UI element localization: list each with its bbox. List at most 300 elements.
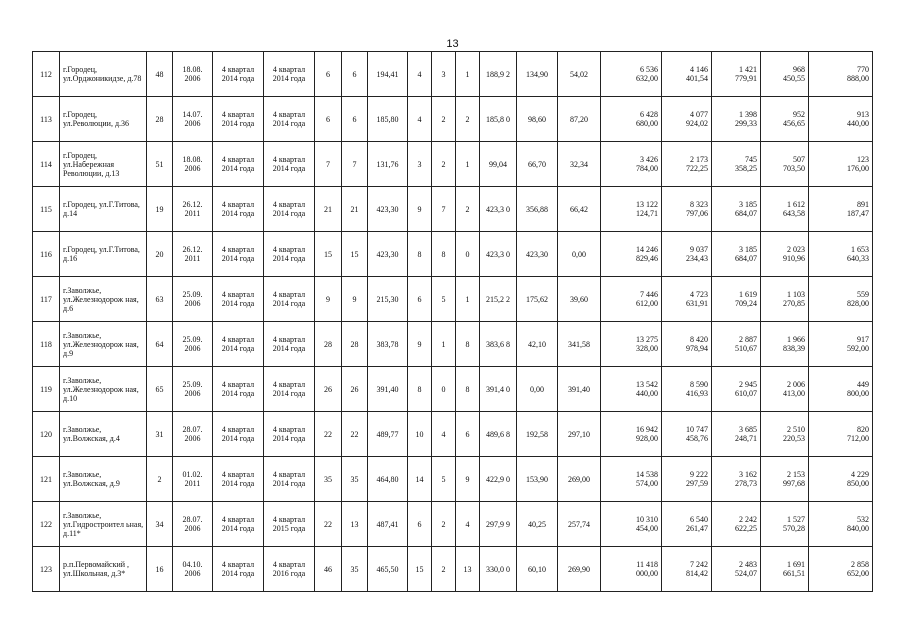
end-quarter-cell: 4 квартал 2014 года <box>264 97 315 142</box>
count-cell: 7 <box>342 142 368 187</box>
count-cell: 22 <box>315 412 342 457</box>
cost-value-part: 652,00 <box>847 569 869 578</box>
row-number-cell: 122 <box>33 502 60 547</box>
cost-cell <box>662 457 712 502</box>
count-cell: 35 <box>315 457 342 502</box>
cost-value-part: 9 222 <box>690 470 708 479</box>
address-cell: г.Заволжье, ул.Железнодорож ная, д.9 <box>60 322 147 367</box>
count-cell: 10 <box>408 412 432 457</box>
cost-value-part: 1 527 <box>787 515 805 524</box>
cost-value-part: 220,53 <box>783 434 805 443</box>
cost-value-part: 510,67 <box>735 344 757 353</box>
cost-value-part: 800,00 <box>847 389 869 398</box>
area-cell: 54,02 <box>558 52 601 97</box>
count-cell: 14 <box>408 457 432 502</box>
cost-value-part: 7 446 <box>640 290 658 299</box>
count-cell: 9 <box>408 322 432 367</box>
count-cell: 1 <box>456 277 480 322</box>
end-quarter-cell: 4 квартал 2014 года <box>264 142 315 187</box>
count-cell: 13 <box>342 502 368 547</box>
address-cell: г.Заволжье, ул.Железнодорож ная, д.6 <box>60 277 147 322</box>
count-cell: 5 <box>432 277 456 322</box>
address-cell: р.п.Первомайский , ул.Школьная, д.3* <box>60 547 147 592</box>
cost-value-part: 2 006 <box>787 380 805 389</box>
count-cell: 6 <box>315 97 342 142</box>
start-quarter-cell: 4 квартал 2014 года <box>213 547 264 592</box>
cost-value-part: 1 421 <box>739 65 757 74</box>
cost-value-part: 2 483 <box>739 560 757 569</box>
cost-value-part: 1 619 <box>739 290 757 299</box>
cost-value-part: 829,46 <box>636 254 658 263</box>
cost-cell <box>809 142 873 187</box>
date-cell: 18.08. 2006 <box>173 142 213 187</box>
count-cell: 28 <box>315 322 342 367</box>
cost-cell <box>601 412 662 457</box>
area-cell: 489,6 8 <box>480 412 517 457</box>
cost-cell <box>761 232 809 277</box>
cost-value-part: 820 <box>857 425 869 434</box>
cost-cell <box>662 502 712 547</box>
cost-value-part: 328,00 <box>636 344 658 353</box>
start-quarter-cell: 4 квартал 2014 года <box>213 277 264 322</box>
count-cell: 1 <box>456 52 480 97</box>
address-cell: г.Городец, ул.Набережная Революции, д.13 <box>60 142 147 187</box>
cost-cell <box>662 322 712 367</box>
cost-value-part: 2 510 <box>787 425 805 434</box>
cost-value-part: 248,71 <box>735 434 757 443</box>
cost-value-part: 640,33 <box>847 254 869 263</box>
cost-value-part: 622,25 <box>735 524 757 533</box>
table-row <box>33 142 873 187</box>
cost-value-part: 850,00 <box>847 479 869 488</box>
count-cell: 35 <box>342 457 368 502</box>
cost-cell <box>809 547 873 592</box>
area-cell: 215,2 2 <box>480 277 517 322</box>
area-cell: 194,41 <box>368 52 408 97</box>
cost-cell <box>761 187 809 232</box>
cost-value-part: 631,91 <box>686 299 708 308</box>
count-cell: 3 <box>408 142 432 187</box>
area-cell: 60,10 <box>517 547 558 592</box>
area-cell: 422,9 0 <box>480 457 517 502</box>
count-cell: 2 <box>456 97 480 142</box>
cost-value-part: 532 <box>857 515 869 524</box>
cost-value-part: 4 229 <box>851 470 869 479</box>
count-cell: 2 <box>432 97 456 142</box>
cost-value-part: 745 <box>745 155 757 164</box>
cost-value-part: 11 418 <box>636 560 658 569</box>
start-quarter-cell: 4 квартал 2014 года <box>213 367 264 412</box>
cost-value-part: 891 <box>857 200 869 209</box>
cost-value-part: 1 653 <box>851 245 869 254</box>
row-number-cell: 120 <box>33 412 60 457</box>
count-cell: 1 <box>432 322 456 367</box>
cost-cell <box>601 547 662 592</box>
cost-value-part: 840,00 <box>847 524 869 533</box>
cost-value-part: 570,28 <box>783 524 805 533</box>
cost-value-part: 8 323 <box>690 200 708 209</box>
cost-cell <box>601 457 662 502</box>
area-cell: 330,0 0 <box>480 547 517 592</box>
count-cell: 26 <box>342 367 368 412</box>
address-cell: г.Городец, ул.Г.Титова, д.16 <box>60 232 147 277</box>
cost-value-part: 2 173 <box>690 155 708 164</box>
area-cell: 188,9 2 <box>480 52 517 97</box>
cost-value-part: 612,00 <box>636 299 658 308</box>
count-cell: 19 <box>147 187 173 232</box>
cost-value-part: 610,07 <box>735 389 757 398</box>
cost-value-part: 456,65 <box>783 119 805 128</box>
cost-cell <box>601 367 662 412</box>
cost-value-part: 684,07 <box>735 209 757 218</box>
date-cell: 01.02. 2011 <box>173 457 213 502</box>
row-number-cell: 118 <box>33 322 60 367</box>
end-quarter-cell: 4 квартал 2015 года <box>264 502 315 547</box>
cost-value-part: 000,00 <box>636 569 658 578</box>
cost-cell <box>809 322 873 367</box>
count-cell: 2 <box>432 547 456 592</box>
cost-value-part: 1 691 <box>787 560 805 569</box>
cost-cell <box>601 232 662 277</box>
count-cell: 9 <box>342 277 368 322</box>
cost-value-part: 9 037 <box>690 245 708 254</box>
cost-cell <box>712 322 761 367</box>
row-number-cell: 112 <box>33 52 60 97</box>
cost-value-part: 270,85 <box>783 299 805 308</box>
cost-value-part: 913 <box>857 110 869 119</box>
count-cell: 26 <box>315 367 342 412</box>
date-cell: 25.09. 2006 <box>173 367 213 412</box>
cost-value-part: 684,07 <box>735 254 757 263</box>
count-cell: 9 <box>315 277 342 322</box>
cost-value-part: 709,24 <box>735 299 757 308</box>
count-cell: 4 <box>408 97 432 142</box>
count-cell: 22 <box>342 412 368 457</box>
cost-cell <box>662 367 712 412</box>
count-cell: 4 <box>408 52 432 97</box>
area-cell: 269,90 <box>558 547 601 592</box>
cost-value-part: 968 <box>793 65 805 74</box>
cost-value-part: 1 398 <box>739 110 757 119</box>
date-cell: 14.07. 2006 <box>173 97 213 142</box>
count-cell: 8 <box>456 322 480 367</box>
cost-value-part: 10 310 <box>636 515 658 524</box>
cost-value-part: 924,02 <box>686 119 708 128</box>
count-cell: 21 <box>342 187 368 232</box>
area-cell: 175,62 <box>517 277 558 322</box>
cost-value-part: 997,68 <box>783 479 805 488</box>
cost-value-part: 643,58 <box>783 209 805 218</box>
cost-value-part: 680,00 <box>636 119 658 128</box>
count-cell: 8 <box>432 232 456 277</box>
row-number-cell: 116 <box>33 232 60 277</box>
page-number: 13 <box>446 38 459 50</box>
area-cell: 423,3 0 <box>480 187 517 232</box>
cost-cell <box>809 457 873 502</box>
area-cell: 66,70 <box>517 142 558 187</box>
cost-cell <box>662 187 712 232</box>
end-quarter-cell: 4 квартал 2016 года <box>264 547 315 592</box>
cost-value-part: 13 275 <box>636 335 658 344</box>
row-number-cell: 123 <box>33 547 60 592</box>
cost-value-part: 2 242 <box>739 515 757 524</box>
cost-value-part: 8 590 <box>690 380 708 389</box>
cost-value-part: 358,25 <box>735 164 757 173</box>
area-cell: 391,40 <box>558 367 601 412</box>
cost-value-part: 888,00 <box>847 74 869 83</box>
count-cell: 64 <box>147 322 173 367</box>
cost-cell <box>809 232 873 277</box>
area-cell: 99,04 <box>480 142 517 187</box>
cost-value-part: 978,94 <box>686 344 708 353</box>
end-quarter-cell: 4 квартал 2014 года <box>264 187 315 232</box>
cost-cell <box>712 547 761 592</box>
cost-value-part: 1 103 <box>787 290 805 299</box>
table-row <box>33 187 873 232</box>
table-row <box>33 52 873 97</box>
cost-cell <box>601 97 662 142</box>
row-number-cell: 117 <box>33 277 60 322</box>
cost-cell <box>761 97 809 142</box>
cost-cell <box>662 412 712 457</box>
cost-cell <box>601 502 662 547</box>
end-quarter-cell: 4 квартал 2014 года <box>264 412 315 457</box>
count-cell: 3 <box>432 52 456 97</box>
cost-cell <box>809 97 873 142</box>
table-row <box>33 457 873 502</box>
count-cell: 6 <box>408 502 432 547</box>
cost-value-part: 6 428 <box>640 110 658 119</box>
cost-cell <box>809 367 873 412</box>
cost-value-part: 14 246 <box>636 245 658 254</box>
area-cell: 134,90 <box>517 52 558 97</box>
cost-value-part: 2 858 <box>851 560 869 569</box>
cost-value-part: 3 685 <box>739 425 757 434</box>
cost-cell <box>761 412 809 457</box>
area-cell: 423,30 <box>368 187 408 232</box>
area-cell: 423,3 0 <box>480 232 517 277</box>
cost-value-part: 2 153 <box>787 470 805 479</box>
area-cell: 215,30 <box>368 277 408 322</box>
count-cell: 1 <box>456 142 480 187</box>
count-cell: 0 <box>456 232 480 277</box>
area-cell: 423,30 <box>517 232 558 277</box>
cost-value-part: 261,47 <box>686 524 708 533</box>
start-quarter-cell: 4 квартал 2014 года <box>213 502 264 547</box>
cost-value-part: 8 420 <box>690 335 708 344</box>
row-number-cell: 119 <box>33 367 60 412</box>
cost-value-part: 7 242 <box>690 560 708 569</box>
count-cell: 4 <box>432 412 456 457</box>
area-cell: 185,8 0 <box>480 97 517 142</box>
cost-cell <box>662 142 712 187</box>
cost-cell <box>761 547 809 592</box>
count-cell: 4 <box>456 502 480 547</box>
cost-cell <box>761 142 809 187</box>
cost-value-part: 14 538 <box>636 470 658 479</box>
area-cell: 40,25 <box>517 502 558 547</box>
cost-cell <box>809 412 873 457</box>
count-cell: 5 <box>432 457 456 502</box>
count-cell: 46 <box>315 547 342 592</box>
area-cell: 489,77 <box>368 412 408 457</box>
cost-cell <box>809 52 873 97</box>
count-cell: 15 <box>408 547 432 592</box>
count-cell: 6 <box>408 277 432 322</box>
cost-cell <box>662 52 712 97</box>
cost-cell <box>712 412 761 457</box>
cost-value-part: 413,00 <box>783 389 805 398</box>
count-cell: 15 <box>342 232 368 277</box>
date-cell: 25.09. 2006 <box>173 277 213 322</box>
cost-value-part: 187,47 <box>847 209 869 218</box>
date-cell: 28.07. 2006 <box>173 502 213 547</box>
count-cell: 13 <box>456 547 480 592</box>
table-row <box>33 502 873 547</box>
cost-value-part: 401,54 <box>686 74 708 83</box>
table-row <box>33 97 873 142</box>
cost-value-part: 2 945 <box>739 380 757 389</box>
cost-value-part: 449 <box>857 380 869 389</box>
start-quarter-cell: 4 квартал 2014 года <box>213 322 264 367</box>
cost-cell <box>712 232 761 277</box>
cost-value-part: 559 <box>857 290 869 299</box>
cost-value-part: 797,06 <box>686 209 708 218</box>
count-cell: 22 <box>315 502 342 547</box>
cost-cell <box>712 367 761 412</box>
cost-cell <box>761 52 809 97</box>
start-quarter-cell: 4 квартал 2014 года <box>213 97 264 142</box>
cost-value-part: 722,25 <box>686 164 708 173</box>
count-cell: 7 <box>315 142 342 187</box>
count-cell: 15 <box>315 232 342 277</box>
address-cell: г.Заволжье, ул.Волжская, д.4 <box>60 412 147 457</box>
cost-value-part: 703,50 <box>783 164 805 173</box>
table-row <box>33 547 873 592</box>
housing-relocation-table <box>32 51 873 592</box>
cost-value-part: 297,59 <box>686 479 708 488</box>
cost-value-part: 2 023 <box>787 245 805 254</box>
cost-value-part: 124,71 <box>636 209 658 218</box>
cost-cell <box>809 502 873 547</box>
cost-cell <box>662 547 712 592</box>
count-cell: 2 <box>456 187 480 232</box>
cost-value-part: 952 <box>793 110 805 119</box>
count-cell: 6 <box>456 412 480 457</box>
cost-value-part: 16 942 <box>636 425 658 434</box>
address-cell: г.Городец, ул.Революции, д.36 <box>60 97 147 142</box>
cost-value-part: 3 426 <box>640 155 658 164</box>
area-cell: 297,10 <box>558 412 601 457</box>
cost-cell <box>662 97 712 142</box>
count-cell: 35 <box>342 547 368 592</box>
cost-value-part: 838,39 <box>783 344 805 353</box>
cost-cell <box>761 322 809 367</box>
end-quarter-cell: 4 квартал 2014 года <box>264 322 315 367</box>
count-cell: 34 <box>147 502 173 547</box>
cost-value-part: 450,55 <box>783 74 805 83</box>
cost-cell <box>601 52 662 97</box>
date-cell: 18.08. 2006 <box>173 52 213 97</box>
cost-value-part: 458,76 <box>686 434 708 443</box>
start-quarter-cell: 4 квартал 2014 года <box>213 142 264 187</box>
cost-value-part: 1 966 <box>787 335 805 344</box>
area-cell: 42,10 <box>517 322 558 367</box>
cost-cell <box>712 502 761 547</box>
cost-cell <box>601 277 662 322</box>
count-cell: 51 <box>147 142 173 187</box>
cost-value-part: 828,00 <box>847 299 869 308</box>
address-cell: г.Городец, ул.Орджоникидзе, д.78 <box>60 52 147 97</box>
cost-value-part: 299,33 <box>735 119 757 128</box>
cost-cell <box>712 187 761 232</box>
area-cell: 341,58 <box>558 322 601 367</box>
end-quarter-cell: 4 квартал 2014 года <box>264 232 315 277</box>
cost-value-part: 928,00 <box>636 434 658 443</box>
cost-cell <box>601 142 662 187</box>
table-body <box>33 52 873 592</box>
count-cell: 6 <box>342 52 368 97</box>
count-cell: 0 <box>432 367 456 412</box>
cost-value-part: 917 <box>857 335 869 344</box>
cost-value-part: 13 542 <box>636 380 658 389</box>
address-cell: г.Заволжье, ул.Волжская, д.9 <box>60 457 147 502</box>
cost-value-part: 2 887 <box>739 335 757 344</box>
cost-value-part: 910,96 <box>783 254 805 263</box>
end-quarter-cell: 4 квартал 2014 года <box>264 457 315 502</box>
cost-value-part: 278,73 <box>735 479 757 488</box>
cost-value-part: 3 162 <box>739 470 757 479</box>
cost-cell <box>761 502 809 547</box>
count-cell: 8 <box>408 232 432 277</box>
area-cell: 391,4 0 <box>480 367 517 412</box>
cost-value-part: 574,00 <box>636 479 658 488</box>
count-cell: 2 <box>432 502 456 547</box>
cost-cell <box>761 277 809 322</box>
cost-value-part: 507 <box>793 155 805 164</box>
cost-value-part: 416,93 <box>686 389 708 398</box>
area-cell: 131,76 <box>368 142 408 187</box>
area-cell: 39,60 <box>558 277 601 322</box>
count-cell: 21 <box>315 187 342 232</box>
cost-value-part: 712,00 <box>847 434 869 443</box>
area-cell: 98,60 <box>517 97 558 142</box>
cost-value-part: 13 122 <box>636 200 658 209</box>
cost-value-part: 524,07 <box>735 569 757 578</box>
count-cell: 6 <box>315 52 342 97</box>
address-cell: г.Заволжье, ул.Железнодорож ная, д.10 <box>60 367 147 412</box>
count-cell: 2 <box>147 457 173 502</box>
count-cell: 63 <box>147 277 173 322</box>
area-cell: 356,88 <box>517 187 558 232</box>
cost-cell <box>809 277 873 322</box>
date-cell: 25.09. 2006 <box>173 322 213 367</box>
date-cell: 28.07. 2006 <box>173 412 213 457</box>
start-quarter-cell: 4 квартал 2014 года <box>213 232 264 277</box>
address-cell: г.Городец, ул.Г.Титова, д.14 <box>60 187 147 232</box>
cost-value-part: 6 536 <box>640 65 658 74</box>
area-cell: 0,00 <box>558 232 601 277</box>
end-quarter-cell: 4 квартал 2014 года <box>264 277 315 322</box>
cost-value-part: 1 612 <box>787 200 805 209</box>
table-row <box>33 322 873 367</box>
row-number-cell: 114 <box>33 142 60 187</box>
area-cell: 0,00 <box>517 367 558 412</box>
cost-value-part: 592,00 <box>847 344 869 353</box>
cost-value-part: 10 747 <box>686 425 708 434</box>
count-cell: 28 <box>342 322 368 367</box>
row-number-cell: 113 <box>33 97 60 142</box>
